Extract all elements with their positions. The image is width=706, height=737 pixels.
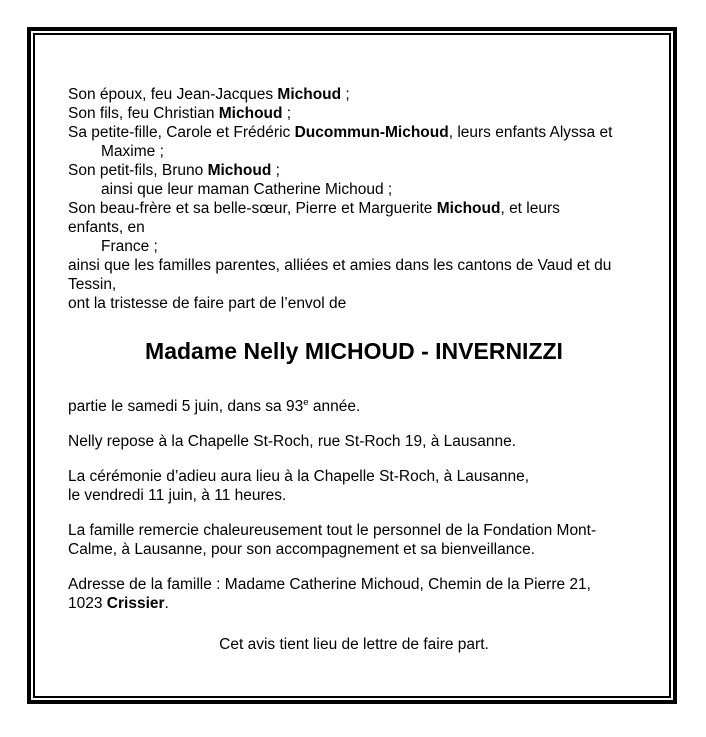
text-segment: Son petit-fils, Bruno <box>68 162 208 179</box>
bold-text-segment: Michoud <box>207 162 272 179</box>
text-segment: La famille remercie chaleureusement tout le personnel de la Fondation Mont- <box>68 522 597 539</box>
text-segment: . <box>164 595 169 612</box>
text-segment: Tessin, <box>68 276 117 293</box>
text-line <box>68 486 640 505</box>
bold-text-segment: Michoud <box>218 105 283 122</box>
death-date-paragraph <box>68 397 640 416</box>
text-line <box>68 275 640 294</box>
text-segment: Calme, à Lausanne, pour son accompagnement et sa bienveillance. <box>68 541 536 558</box>
text-segment: Cet avis tient lieu de lettre de faire part. <box>219 636 489 653</box>
text-segment: France ; <box>101 238 158 255</box>
bold-text-segment: Ducommun-Michoud <box>294 124 449 141</box>
text-segment: ; <box>271 162 280 179</box>
text-segment: ainsi que leur maman Catherine Michoud ; <box>101 181 393 198</box>
text-line <box>68 199 640 218</box>
text-segment: enfants, en <box>68 219 145 236</box>
text-segment: Nelly repose à la Chapelle St-Roch, rue St-Roch 19, à Lausanne. <box>68 433 517 450</box>
family-mourners-list <box>68 85 640 313</box>
text-segment: , leurs enfants Alyssa et <box>448 124 613 141</box>
text-line <box>68 180 640 199</box>
text-line <box>68 540 640 559</box>
text-segment: La cérémonie d’adieu aura lieu à la Chapelle St-Roch, à Lausanne, <box>68 468 529 485</box>
text-line <box>68 432 640 451</box>
text-line <box>68 521 640 540</box>
text-segment: ; <box>282 105 292 122</box>
notice-paragraphs <box>68 397 640 654</box>
text-segment: année. <box>308 398 361 415</box>
text-segment: Maxime ; <box>101 143 164 160</box>
text-segment: 1023 <box>68 595 107 612</box>
text-segment: Son fils, feu Christian <box>68 105 219 122</box>
text-line <box>68 237 640 256</box>
text-segment: partie le samedi 5 juin, dans sa 93 <box>68 398 304 415</box>
text-segment: ont la tristesse de faire part de l’envol de <box>68 295 347 312</box>
bold-text-segment: Michoud <box>436 200 501 217</box>
text-segment: ; <box>341 86 350 103</box>
text-line <box>68 635 640 654</box>
notice-closing-paragraph <box>68 635 640 654</box>
text-line <box>68 575 640 594</box>
family-address-paragraph <box>68 575 640 613</box>
repose-location-paragraph <box>68 432 640 451</box>
text-segment: ainsi que les familles parentes, alliées et amies dans les cantons de Vaud et du <box>68 257 612 274</box>
text-line <box>68 218 640 237</box>
text-line <box>68 294 640 313</box>
text-line <box>68 142 640 161</box>
text-line <box>68 85 640 104</box>
text-line <box>68 123 640 142</box>
text-line <box>68 161 640 180</box>
text-line <box>68 256 640 275</box>
text-line <box>68 594 640 613</box>
text-segment: Sa petite-fille, Carole et Frédéric <box>68 124 295 141</box>
notice-inner-border <box>33 33 671 698</box>
deceased-name: Madame Nelly MICHOUD - INVERNIZZI <box>145 338 563 364</box>
text-line <box>68 467 640 486</box>
bold-text-segment: Michoud <box>277 86 342 103</box>
thanks-paragraph <box>68 521 640 559</box>
bold-text-segment: Crissier <box>106 595 165 612</box>
text-segment: Son époux, feu Jean-Jacques <box>68 86 278 103</box>
superscript-segment: e <box>303 396 309 408</box>
text-segment: le vendredi 11 juin, à 11 heures. <box>68 487 287 504</box>
text-segment: , et leurs <box>500 200 560 217</box>
text-line <box>68 397 640 416</box>
text-segment: Adresse de la famille : Madame Catherine Michoud, Chemin de la Pierre 21, <box>68 576 591 593</box>
ceremony-paragraph <box>68 467 640 505</box>
text-line <box>68 104 640 123</box>
notice-outer-border <box>27 27 677 704</box>
text-segment: Son beau-frère et sa belle-sœur, Pierre et Marguerite <box>68 200 437 217</box>
